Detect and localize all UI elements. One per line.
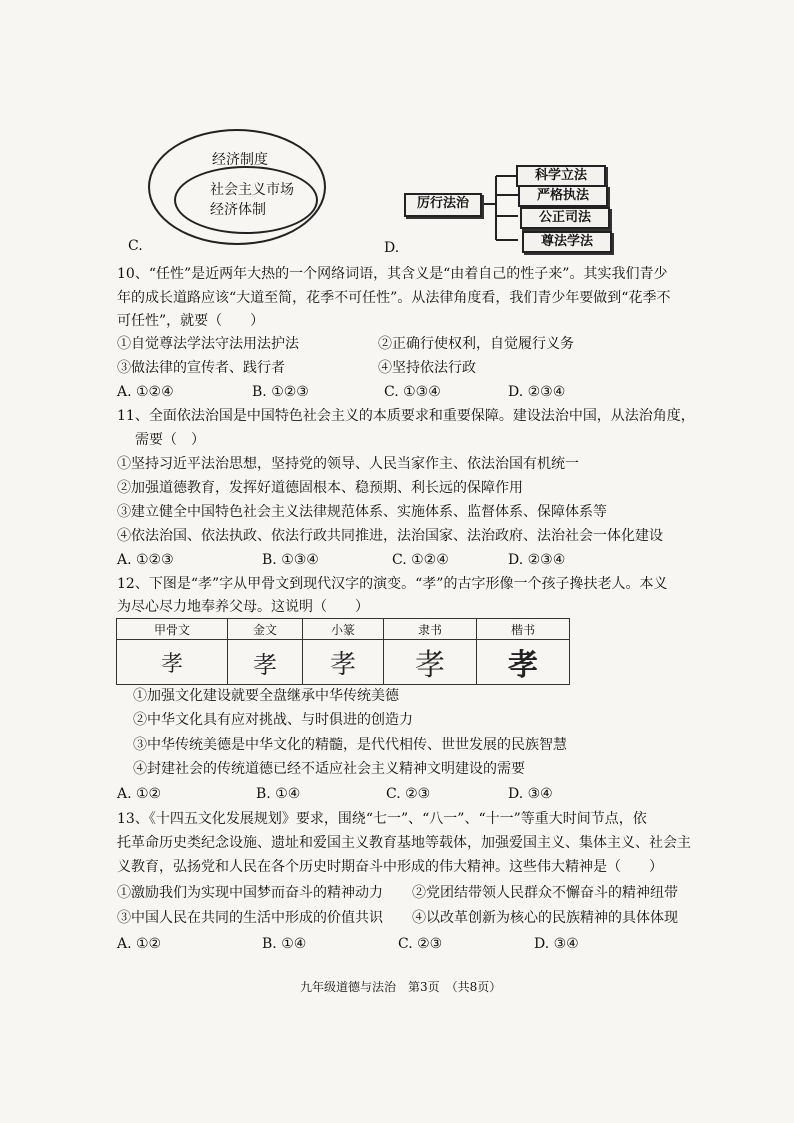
q11-option-1: ①坚持习近平法治思想，坚持党的领导、人民当家作主、依法治国有机统一	[117, 456, 579, 472]
table-glyph-row	[117, 640, 570, 685]
q13-line-2: 托革命历史类纪念设施、遗址和爱国主义教育基地等载体，加强爱国主义、集体主义、社会主	[117, 835, 691, 851]
q12-answer-d: D. ③④	[508, 786, 553, 802]
table-header-row	[117, 619, 570, 640]
diagram-d-item-2: 严格执法	[518, 185, 608, 207]
q13-option-3: ③中国人民在共同的生活中形成的价值共识	[117, 910, 383, 926]
diagram-d-option: D.	[384, 240, 400, 256]
q10-answer-c: C. ①③④	[384, 384, 441, 400]
q13-answer-c: C. ②③	[398, 936, 443, 952]
diagram-d-main-box: 厉行法治	[404, 193, 482, 217]
q11-option-4: ④依法治国、依法执政、依法行政共同推进，法治国家、法治政府、法治社会一体化建设	[117, 528, 663, 544]
q12-line-1: 12、下图是“孝”字从甲骨文到现代汉字的演变。“孝”的古字形像一个孩子搀扶老人。本义	[117, 576, 668, 592]
q13-answer-a: A. ①②	[117, 936, 162, 952]
q13-option-4: ④以改革创新为核心的民族精神的具体体现	[412, 910, 678, 926]
q11-answer-c: C. ①②④	[392, 552, 449, 568]
q12-answer-b: B. ①④	[256, 786, 301, 802]
diagram-c-outer-label: 经济制度	[212, 152, 268, 168]
header-regular: 楷书	[477, 619, 570, 640]
header-small-seal: 小篆	[303, 619, 384, 640]
diagram-d-item-4: 尊法学法	[522, 231, 612, 253]
q10-line-2: 年的成长道路应该“大道至简，花季不可任性”。从法律角度看，我们青少年要做到“花季不	[117, 290, 671, 306]
q10-option-3: ③做法律的宣传者、践行者	[117, 360, 285, 376]
q11-option-3: ③建立健全中国特色社会主义法律规范体系、实施体系、监督体系、保障体系等	[117, 504, 607, 520]
header-clerical: 隶书	[384, 619, 477, 640]
header-oracle: 甲骨文	[117, 619, 228, 640]
diagram-d-item-1: 科学立法	[516, 165, 606, 187]
q13-answer-b: B. ①④	[262, 936, 307, 952]
q11-answer-d: D. ②③④	[508, 552, 566, 568]
q11-option-2: ②加强道德教育，发挥好道德固根本、稳预期、利长远的保障作用	[117, 480, 523, 496]
page-footer: 九年级道德与法治 第3页 （共8页）	[300, 980, 502, 994]
character-evolution-table	[116, 618, 570, 685]
q11-line-1: 11、全面依法治国是中国特色社会主义的本质要求和重要保障。建设法治中国，从法治角度，	[117, 408, 695, 424]
q10-option-1: ①自觉尊法学法守法用法护法	[117, 336, 299, 352]
glyph-bronze: 孝	[228, 640, 303, 685]
q11-answer-b: B. ①③④	[262, 552, 319, 568]
q13-answer-d: D. ③④	[534, 936, 579, 952]
q12-answer-a: A. ①②	[117, 786, 162, 802]
glyph-oracle: 孝	[117, 640, 228, 685]
q12-line-2: 为尽心尽力地奉养父母。这说明（ ）	[117, 599, 369, 615]
q10-answer-a: A. ①②④	[117, 384, 174, 400]
glyph-small-seal: 孝	[303, 640, 384, 685]
glyph-regular: 孝	[477, 640, 570, 685]
q10-option-2: ②正确行使权利，自觉履行义务	[378, 336, 574, 352]
q10-option-4: ④坚持依法行政	[378, 360, 476, 376]
diagram-d-connector	[480, 168, 520, 248]
q12-answer-c: C. ②③	[386, 786, 431, 802]
q10-line-3: 可任性”，就要（ ）	[117, 313, 265, 329]
q13-option-2: ②党团结带领人民群众不懈奋斗的精神纽带	[412, 885, 678, 901]
q12-option-2: ②中华文化具有应对挑战、与时俱进的创造力	[133, 712, 413, 728]
q10-line-1: 10、“任性”是近两年大热的一个网络词语，其含义是“由着自己的性子来”。其实我们青少	[117, 266, 668, 282]
header-bronze: 金文	[228, 619, 303, 640]
q10-answer-d: D. ②③④	[508, 384, 566, 400]
q13-line-3: 义教育，弘扬党和人民在各个历史时期奋斗中形成的伟大精神。这些伟大精神是（ ）	[117, 859, 663, 875]
q10-answer-b: B. ①②③	[252, 384, 309, 400]
q13-line-1: 13、《十四五文化发展规划》要求，围绕“七一”、“八一”、“十一”等重大时间节点，依	[117, 811, 647, 827]
glyph-clerical: 孝	[384, 640, 477, 685]
diagram-c-option: C.	[128, 238, 143, 254]
q12-option-1: ①加强文化建设就要全盘继承中华传统美德	[133, 688, 399, 704]
diagram-d-item-3: 公正司法	[520, 207, 610, 229]
diagram-c-inner-label-2: 经济体制	[210, 202, 266, 218]
diagram-c-inner-label-1: 社会主义市场	[210, 182, 294, 198]
q12-option-3: ③中华传统美德是中华文化的精髓，是代代相传、世世发展的民族智慧	[133, 737, 567, 753]
q11-answer-a: A. ①②③	[117, 552, 174, 568]
q11-line-2: 需要（ ）	[135, 432, 205, 448]
q13-option-1: ①激励我们为实现中国梦而奋斗的精神动力	[117, 885, 383, 901]
q12-option-4: ④封建社会的传统道德已经不适应社会主义精神文明建设的需要	[133, 761, 525, 777]
